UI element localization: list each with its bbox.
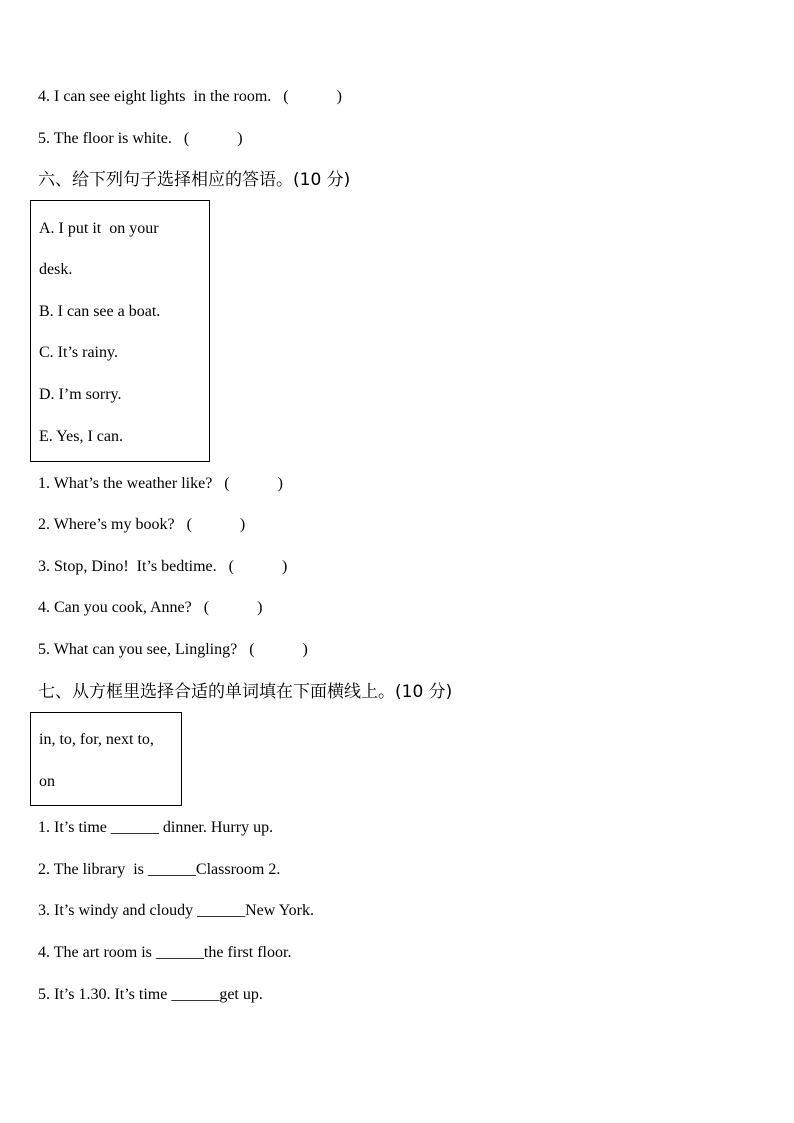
question-7-5: 5. It’s 1.30. It’s time ______get up. [38,986,263,1003]
question-6-2: 2. Where’s my book? ( ) [38,516,246,533]
option-b: B. I can see a boat. [39,303,161,320]
option-a-cont: desk. [39,261,73,278]
word-list: in, to, for, next to, [39,731,154,748]
question-7-4: 4. The art room is ______the first floor. [38,944,292,961]
option-a: A. I put it on your [39,220,159,237]
question-7-2: 2. The library is ______Classroom 2. [38,861,281,878]
question-7-3: 3. It’s windy and cloudy ______New York. [38,902,314,919]
question-6-4: 4. Can you cook, Anne? ( ) [38,599,263,616]
question-5-4: 4. I can see eight lights in the room. ( ) [38,88,342,105]
question-6-1: 1. What’s the weather like? ( ) [38,475,283,492]
option-c: C. It’s rainy. [39,344,118,361]
question-6-5: 5. What can you see, Lingling? ( ) [38,641,308,658]
question-5-5: 5. The floor is white. ( ) [38,130,243,147]
section-7-heading: 七、从方框里选择合适的单词填在下面横线上。(10 分) [38,682,453,702]
word-list-cont: on [39,773,55,790]
option-d: D. I’m sorry. [39,386,122,403]
section-6-heading: 六、给下列句子选择相应的答语。(10 分) [38,170,351,190]
question-7-1: 1. It’s time ______ dinner. Hurry up. [38,819,274,836]
section-7-word-box [30,712,182,806]
section-6-option-box [30,200,210,462]
question-6-3: 3. Stop, Dino! It’s bedtime. ( ) [38,558,288,575]
option-e: E. Yes, I can. [39,428,123,445]
